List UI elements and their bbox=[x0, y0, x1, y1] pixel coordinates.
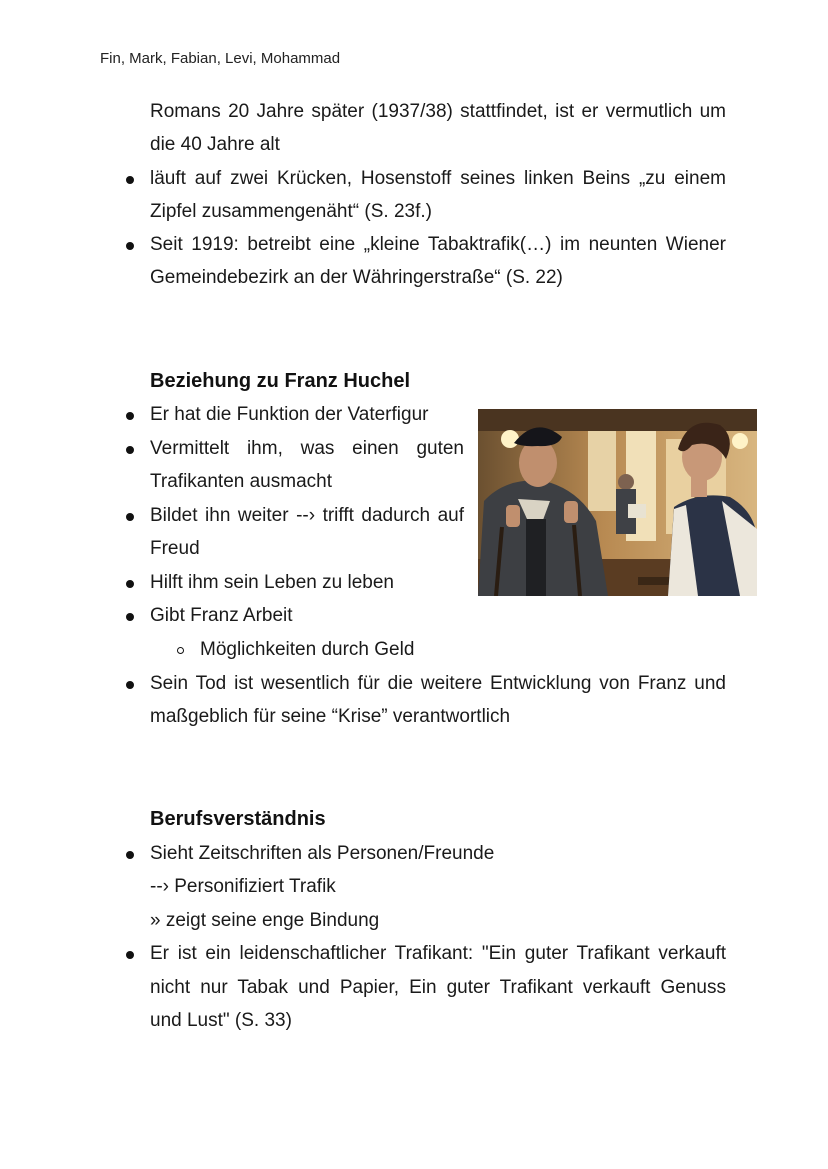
list-item: und Lust" (S. 33) bbox=[150, 1010, 292, 1031]
bullet-icon bbox=[126, 412, 134, 420]
list-item: Sein Tod ist wesentlich für die weitere Entwicklung von Franz und bbox=[150, 673, 726, 694]
list-item: Bildet ihn weiter --› trifft dadurch auf bbox=[150, 505, 464, 526]
list-item: Gibt Franz Arbeit bbox=[150, 605, 293, 626]
document-authors: Fin, Mark, Fabian, Levi, Mohammad bbox=[100, 50, 341, 67]
bullet-icon bbox=[126, 613, 134, 621]
section-heading: Beziehung zu Franz Huchel bbox=[150, 370, 411, 392]
list-item: läuft auf zwei Krücken, Hosenstoff seines linken Beins „zu einem bbox=[150, 168, 726, 189]
list-item: Zipfel zusammengenäht“ (S. 23f.) bbox=[150, 201, 432, 222]
bullet-icon bbox=[126, 176, 134, 184]
bullet-icon bbox=[126, 513, 134, 521]
list-item: Er hat die Funktion der Vaterfigur bbox=[150, 404, 429, 425]
bullet-icon bbox=[126, 242, 134, 250]
section-heading: Berufsverständnis bbox=[150, 808, 326, 830]
list-item: Er ist ein leidenschaftlicher Trafikant: "Ein guter Trafikant verkauft bbox=[150, 943, 726, 964]
text-line: Romans 20 Jahre später (1937/38) stattfindet, ist er vermutlich um bbox=[150, 101, 726, 122]
list-item: nicht nur Tabak und Papier, Ein guter Trafikant verkauft Genuss bbox=[150, 977, 726, 998]
bullet-icon bbox=[126, 681, 134, 689]
list-item: maßgeblich für seine “Krise” verantwortlich bbox=[150, 706, 511, 727]
list-item: Trafikanten ausmacht bbox=[150, 471, 332, 492]
list-item: Sieht Zeitschriften als Personen/Freunde bbox=[150, 843, 495, 864]
bullet-icon bbox=[126, 951, 134, 959]
list-item: Vermittelt ihm, was einen guten bbox=[150, 438, 464, 459]
sub-list-item: Möglichkeiten durch Geld bbox=[200, 639, 415, 660]
list-item-continuation: » zeigt seine enge Bindung bbox=[150, 910, 380, 931]
sub-bullet-icon bbox=[177, 647, 184, 654]
bullet-icon bbox=[126, 580, 134, 588]
text-line: die 40 Jahre alt bbox=[150, 134, 280, 155]
bullet-icon bbox=[126, 851, 134, 859]
list-item: Freud bbox=[150, 538, 200, 559]
list-item: Hilft ihm sein Leben zu leben bbox=[150, 572, 394, 593]
list-item-continuation: --› Personifiziert Trafik bbox=[150, 876, 336, 897]
film-still-photo bbox=[478, 409, 757, 596]
list-item: Gemeindebezirk an der Währingerstraße“ (S. 22) bbox=[150, 267, 563, 288]
bullet-icon bbox=[126, 446, 134, 454]
list-item: Seit 1919: betreibt eine „kleine Tabaktrafik(…) im neunten Wiener bbox=[150, 234, 726, 255]
